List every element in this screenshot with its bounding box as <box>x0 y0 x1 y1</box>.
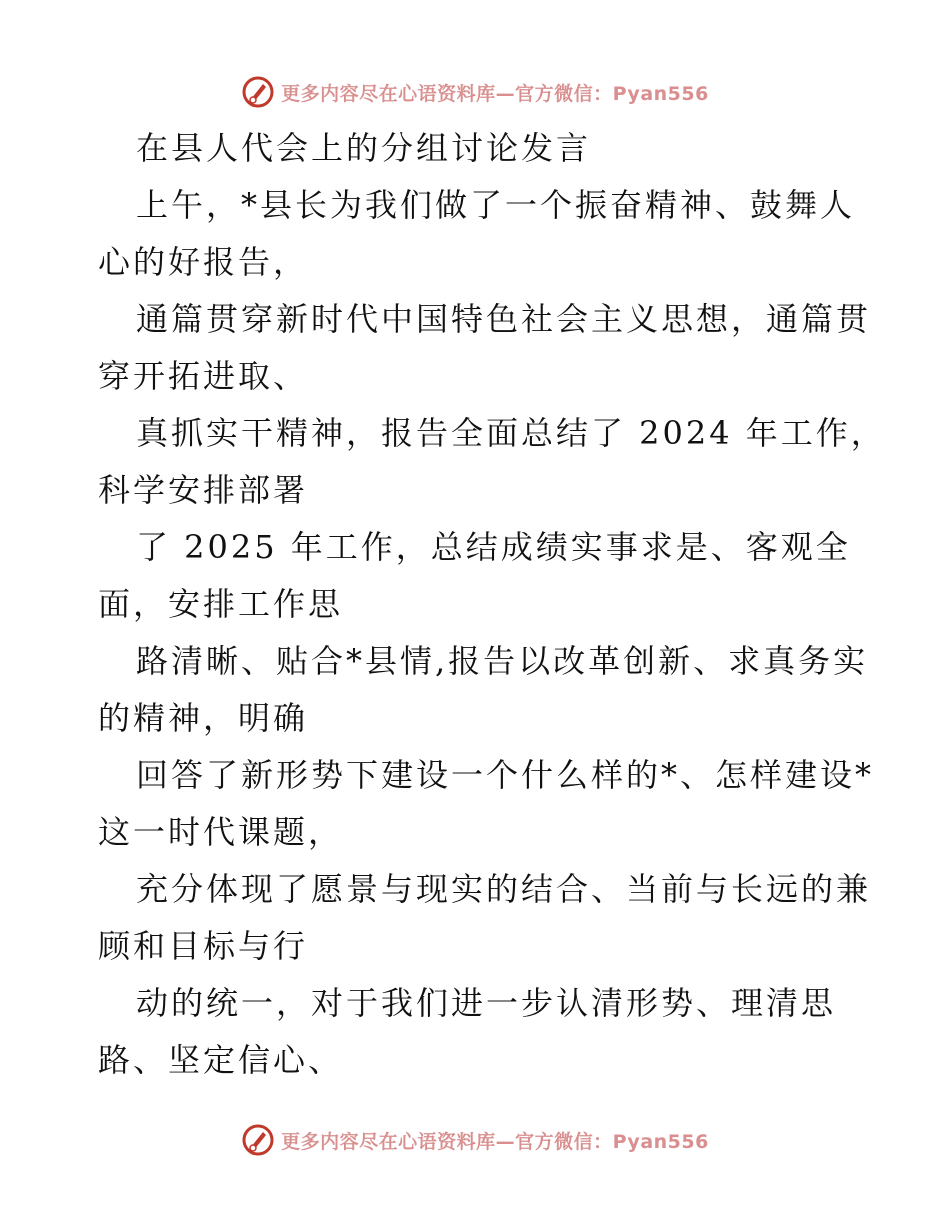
paragraph-line: 路清晰、贴合*县情,报告以改革创新、求真务实 <box>136 642 869 680</box>
paragraph-line: 顾和目标与行 <box>98 927 309 965</box>
paragraph-line: 路、坚定信心、 <box>98 1041 344 1079</box>
paragraph-line: 这一时代课题， <box>98 813 344 851</box>
pen-seal-logo-icon <box>241 75 275 109</box>
header-watermark <box>0 72 950 112</box>
paragraph-line: 的精神，明确 <box>98 699 309 737</box>
paragraph-line: 真抓实干精神，报告全面总结了 2024 年工作， <box>136 414 886 452</box>
paragraph-line: 上午，*县长为我们做了一个振奋精神、鼓舞人 <box>136 186 856 224</box>
watermark-text: 更多内容尽在心语资料库—官方微信：Pyan556 <box>281 1130 709 1153</box>
paragraph-line: 穿开拓进取、 <box>98 357 309 395</box>
watermark-text: 更多内容尽在心语资料库—官方微信：Pyan556 <box>281 82 709 105</box>
paragraph-line: 面，安排工作思 <box>98 585 344 623</box>
paragraph-line: 充分体现了愿景与现实的结合、当前与长远的兼 <box>136 870 872 908</box>
paragraph-line: 回答了新形势下建设一个什么样的*、怎样建设* <box>136 756 875 794</box>
paragraph-line: 动的统一，对于我们进一步认清形势、理清思 <box>136 984 837 1022</box>
paragraph-line: 通篇贯穿新时代中国特色社会主义思想，通篇贯 <box>136 300 872 338</box>
paragraph-line: 心的好报告， <box>98 243 309 281</box>
pen-seal-logo-icon <box>241 1123 275 1157</box>
footer-watermark <box>0 1120 950 1160</box>
document-title: 在县人代会上的分组讨论发言 <box>136 129 592 167</box>
document-body <box>98 120 886 1089</box>
paragraph-line: 科学安排部署 <box>98 471 309 509</box>
paragraph-line: 了 2025 年工作，总结成绩实事求是、客观全 <box>136 528 851 566</box>
